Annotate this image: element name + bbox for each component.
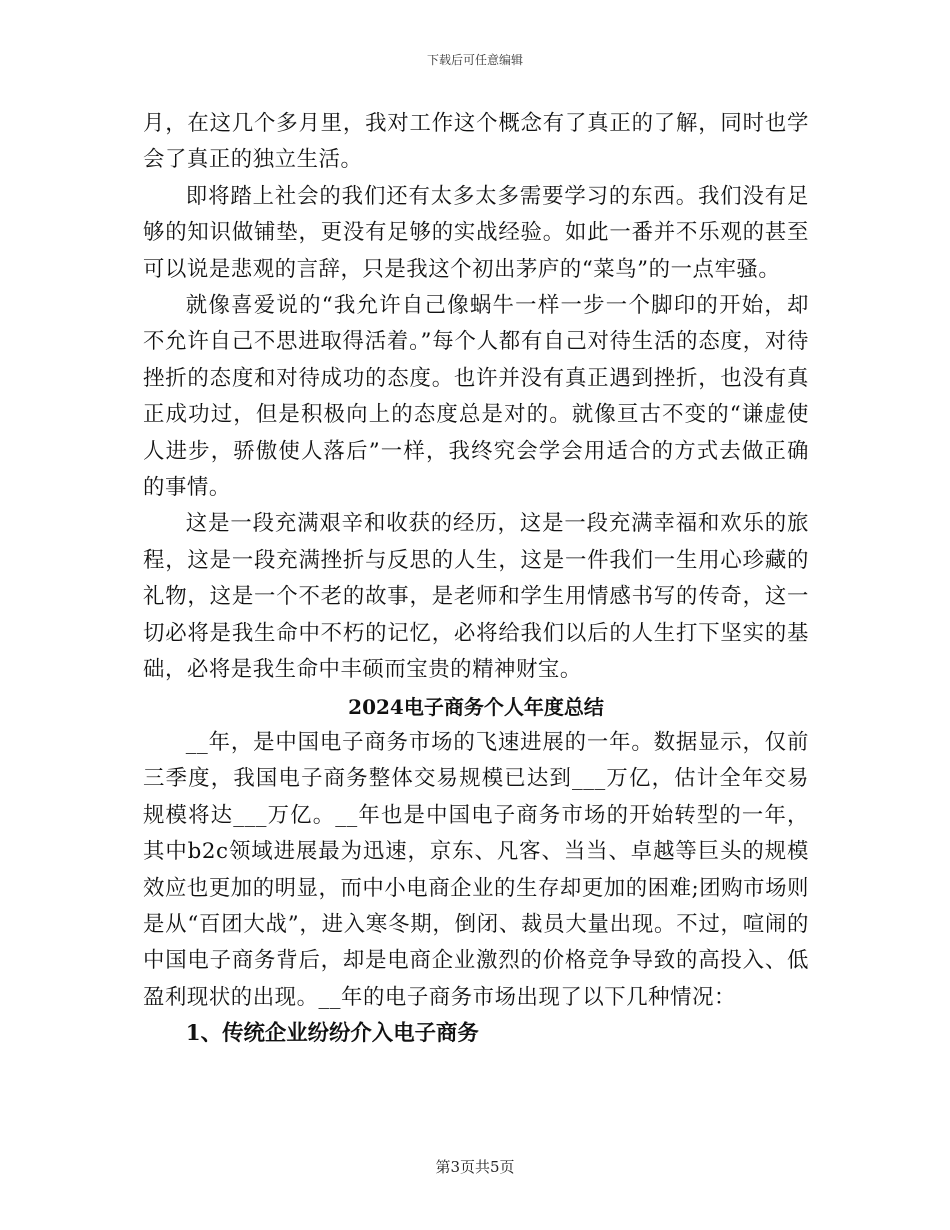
document-body [143, 106, 809, 1053]
page-number: 第3页共5页 [435, 1158, 515, 1176]
page-header: 下载后可任意编辑 [426, 53, 523, 67]
paragraph-continuation: 月，在这几个多月里，我对工作这个概念有了真正的了解，同时也学会了真正的独立生活。 [143, 111, 809, 173]
article-title: 2024电子商务个人年度总结 [348, 694, 604, 719]
paragraph-ecommerce-intro: __年，是中国电子商务市场的飞速进展的一年。数据显示，仅前三季度，我国电子商务整体交易规模已达到___万亿，估计全年交易规模将达___万亿。__年也是中国电子商务市场的开始转型的一年，其中b2c领域进展最为迅速，京东、凡客、当当、卓越等巨头的规模效应也更加的明显，而中小电商企业的生存却更加的困难;团购市场则是从“百团大战”，进入寒冬期，倒闭、裁员大量出现。不过，喧闹的中国电子商务背后，却是电商企业激烈的价格竞争导致的高投入、低盈利现状的出现。__年的电子商务市场出现了以下几种情况： [143, 729, 809, 1010]
paragraph-learning: 即将踏上社会的我们还有太多太多需要学习的东西。我们没有足够的知识做铺垫，更没有足够的实战经验。如此一番并不乐观的甚至可以说是悲观的言辞，只是我这个初出茅庐的“菜鸟”的一点牢骚。 [143, 183, 809, 282]
section-heading-1: 1、传统企业纷纷介入电子商务 [185, 1021, 479, 1047]
paragraph-journey: 这是一段充满艰辛和收获的经历，这是一段充满幸福和欢乐的旅程，这是一段充满挫折与反思的人生，这是一件我们一生用心珍藏的礼物，这是一个不老的故事，是老师和学生用情感书写的传奇，这一切必将是我生命中不朽的记忆，必将给我们以后的人生打下坚实的基础，必将是我生命中丰硕而宝贵的精神财宝。 [143, 511, 809, 683]
paragraph-attitude: 就像喜爱说的“我允许自己像蜗牛一样一步一个脚印的开始，却不允许自己不思进取得活着。”每个人都有自己对待生活的态度，对待挫折的态度和对待成功的态度。也许并没有真正遇到挫折，也没有真正成功过，但是积极向上的态度总是对的。就像亘古不变的“谦虚使人进步，骄傲使人落后”一样，我终究会学会用适合的方式去做正确的事情。 [143, 293, 809, 501]
